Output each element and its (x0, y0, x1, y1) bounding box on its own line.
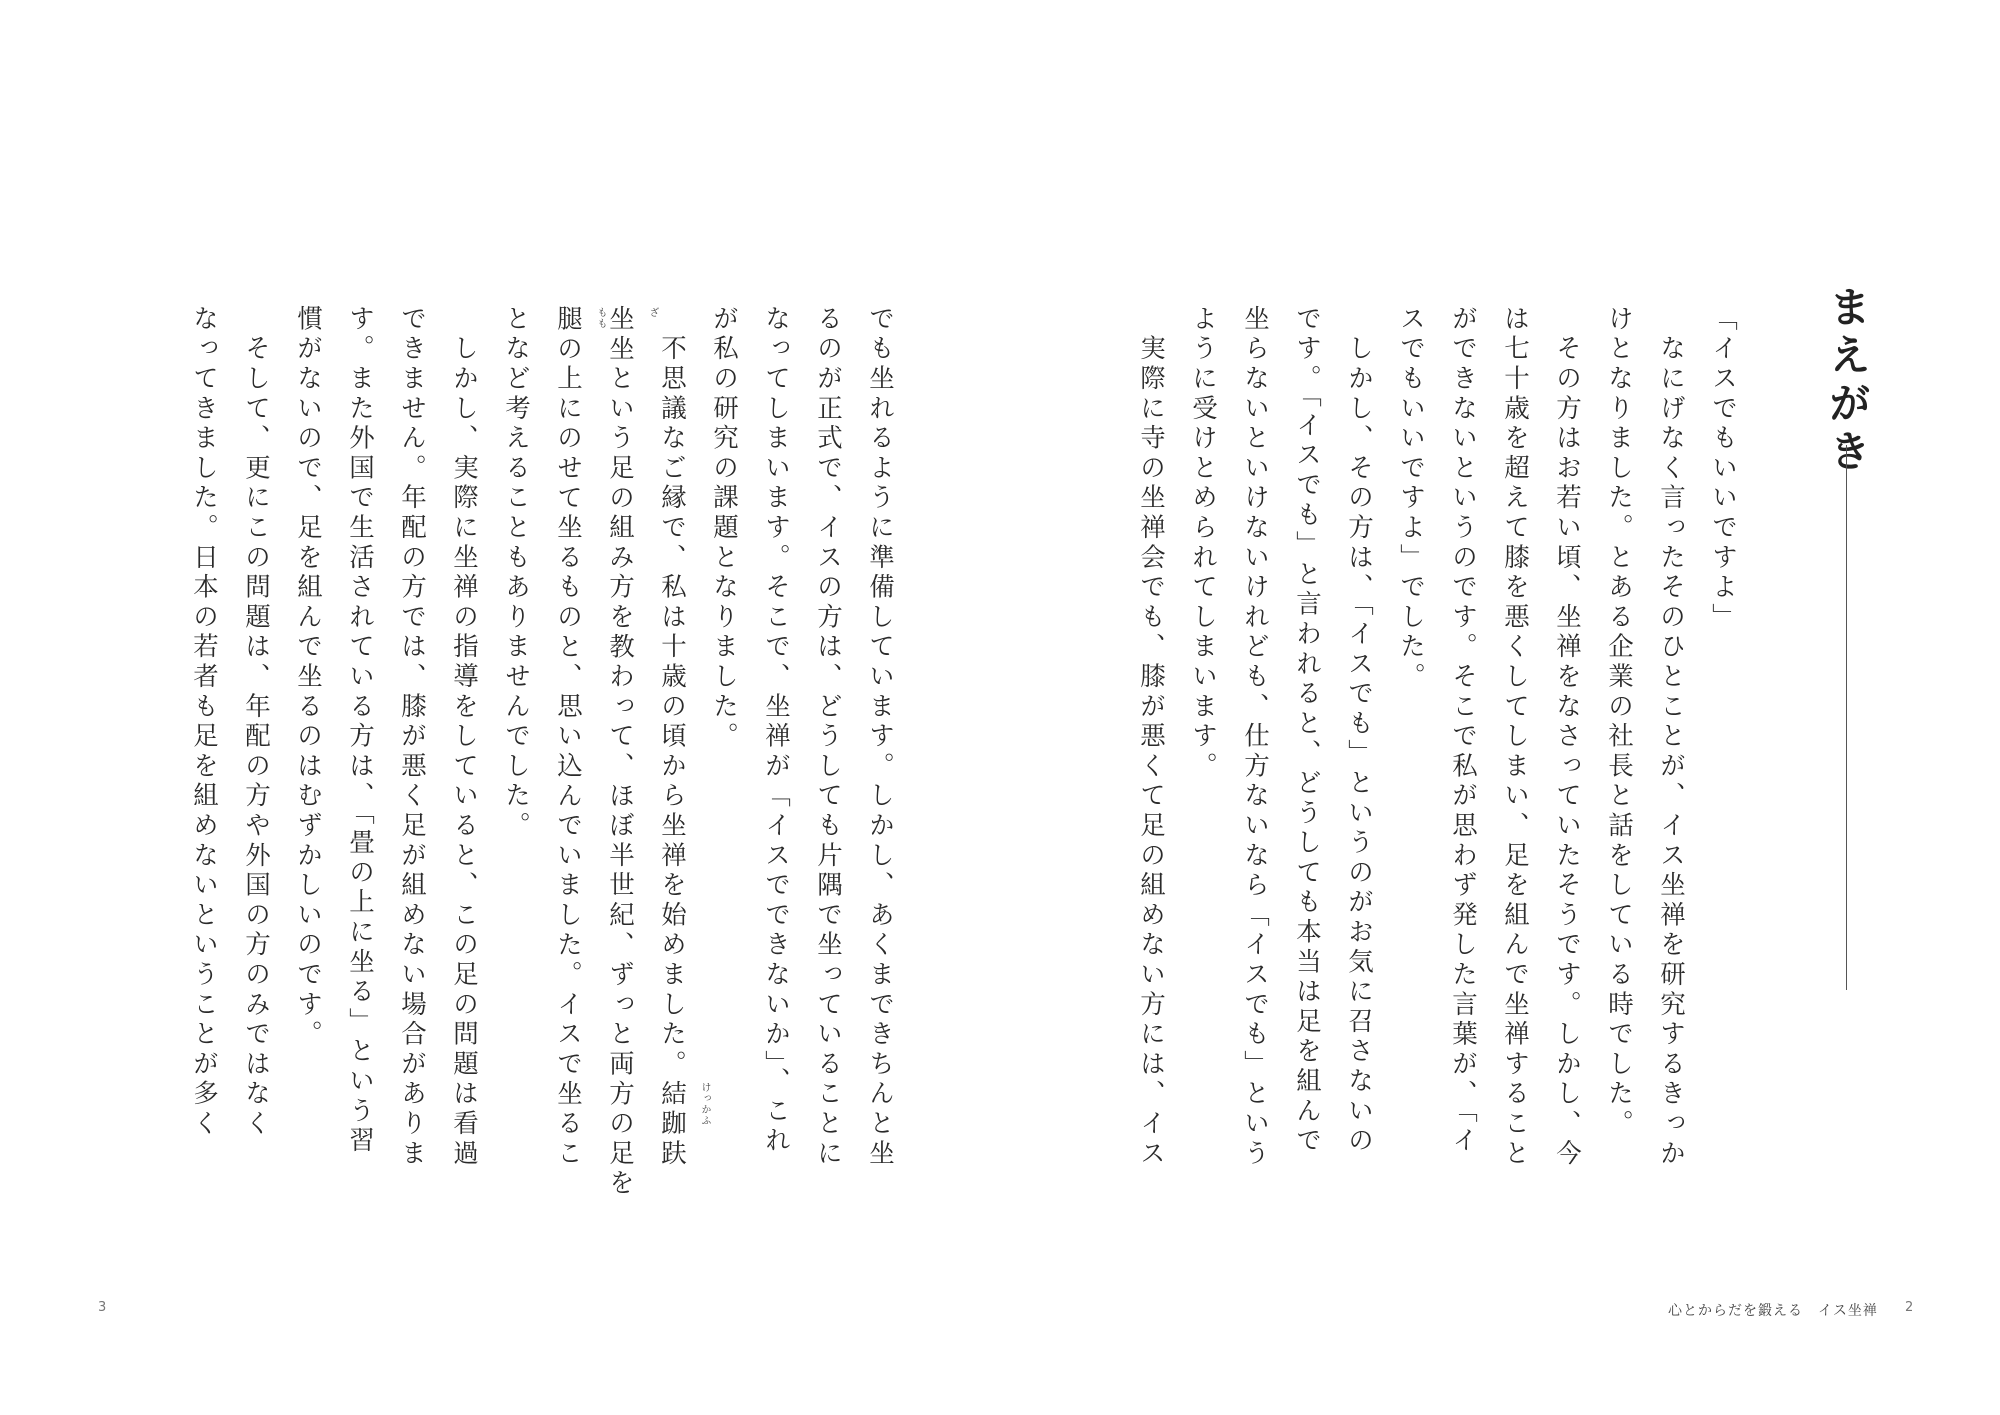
body-line-text: 坐という足の組み方を教わって、ほぼ半世紀、ずっと両方の足を (605, 334, 635, 1200)
furigana: もも (595, 307, 606, 329)
title-rule (1846, 445, 1847, 990)
body-line: 実際に寺の坐禅会でも、膝が悪くて足の組めない方には、イス (1136, 305, 1166, 1170)
body-line: でも坐れるように準備しています。しかし、あくまできちんと坐 (865, 305, 895, 1170)
furigana: ざ (647, 307, 658, 318)
body-line: は七十歳を超えて膝を悪くしてしまい、足を組んで坐禅すること (1500, 305, 1530, 1170)
body-line: できません。年配の方では、膝が悪く足が組めない場合がありま (397, 305, 427, 1170)
ruby-word-kekka (646, 1079, 710, 1170)
ruby-base: 腿 (553, 305, 583, 335)
body-line: そして、更にこの問題は、年配の方や外国の方のみではなく (241, 305, 271, 1140)
body-line: しかし、その方は、「イスでも」というのがお気に召さないの (1344, 305, 1374, 1157)
body-line-text: 不思議なご縁で、私は十歳の頃から坐禅を始めました。 (657, 305, 687, 1080)
body-line: なってしまいます。そこで、坐禅が「イスでできないか」、これ (761, 305, 791, 1157)
ruby-base: 結跏趺 (657, 1079, 687, 1170)
ruby-base: 坐 (605, 305, 635, 335)
body-line: るのが正式で、イスの方は、どうしても片隅で坐っていることに (813, 305, 843, 1170)
body-line: となど考えることもありませんでした。 (501, 305, 531, 842)
body-line: ように受けとめられてしまいます。 (1188, 305, 1218, 782)
body-line: その方はお若い頃、坐禅をなさっていたそうです。しかし、今 (1552, 305, 1582, 1170)
left-page-body (178, 305, 906, 1200)
body-line: なにげなく言ったそのひとことが、イス坐禅を研究するきっか (1656, 305, 1686, 1170)
page-number-right: 2 (1905, 1300, 1914, 1315)
body-line: 坐らないといけないけれども、仕方ないなら「イスでも」という (1240, 305, 1270, 1170)
body-line (646, 305, 710, 1170)
body-line: ができないというのです。そこで私が思わず発した言葉が、「イ (1448, 305, 1478, 1157)
furigana: けっかふ (699, 1081, 710, 1126)
chapter-title: まえがき (1823, 285, 1872, 477)
body-line: スでもいいですよ」でした。 (1396, 305, 1426, 693)
body-line: けとなりました。とある企業の社長と話をしている時でした。 (1604, 305, 1634, 1140)
body-line: 「イスでもいいですよ」 (1708, 305, 1738, 633)
page-number-left: 3 (98, 1300, 107, 1315)
body-line: なってきました。日本の若者も足を組めないということが多く (189, 305, 219, 1140)
body-line: す。また外国で生活されている方は、「畳の上に坐る」という習 (345, 305, 375, 1157)
body-line: が私の研究の課題となりました。 (709, 305, 739, 752)
body-line: です。「イスでも」と言われると、どうしても本当は足を組んで (1292, 305, 1322, 1157)
right-page-body (1125, 305, 1749, 1170)
body-line-text: の上にのせて坐るものと、思い込んでいました。イスで坐るこ (553, 334, 583, 1170)
body-line (594, 305, 658, 1200)
ruby-word-momo (542, 305, 606, 335)
body-line (542, 305, 606, 1170)
body-line: 慣がないので、足を組んで坐るのはむずかしいのです。 (293, 305, 323, 1050)
body-line: しかし、実際に坐禅の指導をしていると、この足の問題は看過 (449, 305, 479, 1170)
running-title: 心とからだを鍛える イス坐禅 (1668, 1303, 1878, 1319)
